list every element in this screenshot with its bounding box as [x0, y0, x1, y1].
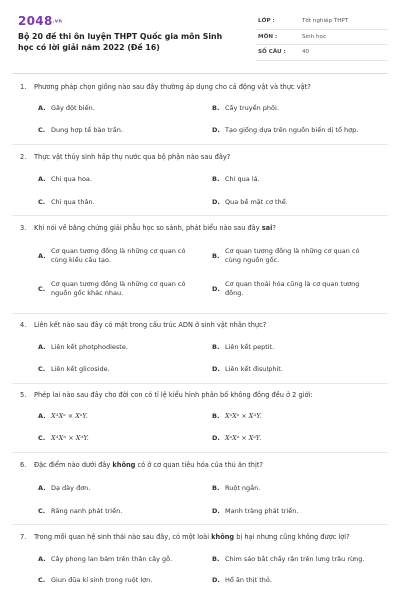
question-6: [20, 460, 388, 515]
option-key: C.: [38, 126, 46, 134]
site-logo[interactable]: [18, 14, 62, 28]
question-number: 3.: [20, 224, 27, 232]
question-text: Phương pháp chọn giống nào sau đây thường áp dụng cho cả động vật và thực vật?: [34, 83, 311, 91]
option-text: Chỉ qua thân.: [51, 198, 95, 206]
question-number: 5.: [20, 391, 27, 399]
option-key: A.: [38, 252, 46, 260]
option-key: B.: [212, 252, 220, 260]
question-text: Phép lai nào sau đây cho đời con có tỉ lệ kiểu hình phân bố không đồng đều ở 2 giới:: [34, 391, 313, 399]
question-text: [34, 532, 350, 542]
option-key: D.: [212, 198, 220, 206]
option-key: A.: [38, 175, 46, 183]
question-stem: [20, 390, 388, 400]
option-key: C.: [38, 434, 46, 442]
question-divider: [12, 524, 388, 525]
option-key: D.: [212, 434, 220, 442]
option-d[interactable]: [212, 280, 382, 300]
question-text: Liên kết nào sau đây có mặt trong cấu trúc ADN ở sinh vật nhân thực?: [34, 321, 267, 329]
question-divider: [12, 383, 388, 384]
option-key: C.: [38, 507, 46, 515]
option-key: A.: [38, 343, 46, 351]
option-text: XᴬXᴬ × XᴬY.: [51, 434, 89, 442]
option-text: Chỉ qua lá.: [225, 175, 260, 183]
question-divider: [12, 144, 388, 145]
question-stem: [20, 152, 388, 162]
option-text: Liên kết đisulphit.: [225, 365, 283, 373]
option-text: Tạo giống dựa trên nguồn biến dị tổ hợp.: [225, 126, 359, 134]
meta-label: MÔN :: [258, 33, 278, 40]
header-divider: [12, 73, 388, 74]
option-text: Hổ ăn thịt thỏ.: [225, 576, 272, 584]
question-divider: [12, 215, 388, 216]
meta-row-subject: [256, 30, 388, 46]
question-3: [20, 223, 388, 298]
option-key: B.: [212, 484, 220, 492]
option-a[interactable]: [38, 247, 208, 267]
option-c[interactable]: [38, 280, 208, 300]
question-text-part: có ở cơ quan tiêu hóa của thú ăn thịt?: [135, 461, 263, 469]
question-stem: [20, 223, 388, 233]
option-key: A.: [38, 412, 46, 420]
option-text: XᴬXᵃ × XᵃY.: [51, 412, 88, 420]
question-text: Thực vật thủy sinh hấp thụ nước qua bộ phận nào sau đây?: [34, 153, 231, 161]
option-text: Răng nanh phát triển.: [51, 507, 123, 515]
question-number: 7.: [20, 533, 27, 541]
option-text: Chỉ qua hoa.: [51, 175, 92, 183]
meta-value: Sinh học: [302, 33, 327, 40]
option-text: Dạ dày đơn.: [51, 484, 91, 492]
option-key: A.: [38, 484, 46, 492]
option-key: D.: [212, 126, 220, 134]
option-key: B.: [212, 343, 220, 351]
option-text: Cơ quan tương đồng là những cơ quan có cùng nguồn gốc.: [225, 247, 360, 265]
question-text-part: bị hại nhưng cũng không được lợi?: [234, 533, 350, 541]
meta-row-class: [256, 14, 388, 30]
option-text: Liên kết glicoside.: [51, 365, 110, 373]
logo-text: 2048: [18, 14, 53, 28]
option-text: Ruột ngắn.: [225, 484, 261, 492]
option-key: D.: [212, 507, 220, 515]
question-text-part: Trong mối quan hệ sinh thái nào sau đây, có một loài: [34, 533, 212, 541]
question-emphasis: sai: [261, 224, 273, 232]
meta-row-question-count: [256, 45, 388, 61]
question-number: 2.: [20, 153, 27, 161]
question-stem: [20, 460, 388, 470]
question-emphasis: không: [112, 461, 136, 469]
option-key: D.: [212, 365, 220, 373]
meta-label: SỐ CÂU :: [258, 49, 286, 55]
option-text: Chim sáo bắt chấy rận trên lưng trâu rừng.: [225, 555, 365, 563]
question-2: [20, 152, 388, 206]
option-text: Cây phong lan bám trên thân cây gỗ.: [51, 555, 173, 563]
option-text: Cơ quan tương đồng là những cơ quan có nguồn gốc khác nhau.: [51, 280, 186, 298]
option-key: B.: [212, 412, 220, 420]
option-text: Cơ quan thoái hóa cũng là cơ quan tương đồng.: [225, 280, 360, 298]
question-4: [20, 320, 388, 373]
option-key: C.: [38, 198, 46, 206]
question-number: 6.: [20, 461, 27, 469]
option-key: B.: [212, 555, 220, 563]
option-key: A.: [38, 104, 46, 112]
option-text: Gây đột biến.: [51, 104, 95, 112]
option-key: B.: [212, 175, 220, 183]
option-text: XᵃXᵃ × XᴬY.: [225, 412, 262, 420]
question-text: [34, 460, 263, 470]
question-text: [34, 223, 276, 233]
exam-title: Bộ 20 đề thi ôn luyện THPT Quốc gia môn Sinh học có lời giải năm 2022 (Đề 16): [18, 32, 223, 52]
option-b[interactable]: [212, 247, 382, 267]
question-text-part: Đặc điểm nào dưới đây: [34, 461, 113, 469]
question-1: [20, 82, 388, 134]
exam-meta-table: [256, 14, 388, 61]
question-number: 4.: [20, 321, 27, 329]
question-stem: [20, 82, 388, 92]
option-key: B.: [212, 104, 220, 112]
option-text: Manh tràng phát triển.: [225, 507, 299, 515]
option-key: C.: [38, 285, 46, 293]
question-divider: [12, 452, 388, 453]
option-text: Cấy truyền phôi.: [225, 104, 279, 112]
option-key: A.: [38, 555, 46, 563]
option-text: Giun đũa kí sinh trong ruột lợn.: [51, 576, 153, 584]
question-stem: [20, 532, 388, 542]
option-key: D.: [212, 576, 220, 584]
meta-value: Tốt nghiệp THPT: [302, 18, 349, 24]
meta-label: LỚP :: [258, 18, 275, 24]
question-text-part: ?: [272, 224, 276, 232]
meta-value: 40: [302, 49, 310, 55]
option-key: D.: [212, 285, 220, 293]
logo-suffix: .vn: [52, 18, 63, 25]
option-key: C.: [38, 365, 46, 373]
question-number: 1.: [20, 83, 27, 91]
option-text: Liên kết photphodieste.: [51, 343, 128, 351]
question-divider: [12, 313, 388, 314]
option-key: C.: [38, 576, 46, 584]
option-text: XᵃXᵃ × XᵃY.: [225, 434, 262, 442]
question-stem: [20, 320, 388, 330]
option-text: Liên kết peptit.: [225, 343, 275, 351]
option-text: Cơ quan tương đồng là những cơ quan có cùng kiểu cấu tạo.: [51, 247, 186, 265]
document-header: [18, 14, 388, 64]
question-emphasis: không: [211, 533, 235, 541]
question-text-part: Khi nói về bằng chứng giải phẫu học so sánh, phát biểu nào sau đây: [34, 224, 262, 232]
question-5: [20, 390, 388, 442]
option-text: Dung hợp tế bào trần.: [51, 126, 123, 134]
question-7: [20, 532, 388, 584]
option-text: Qua bề mặt cơ thể.: [225, 198, 288, 206]
